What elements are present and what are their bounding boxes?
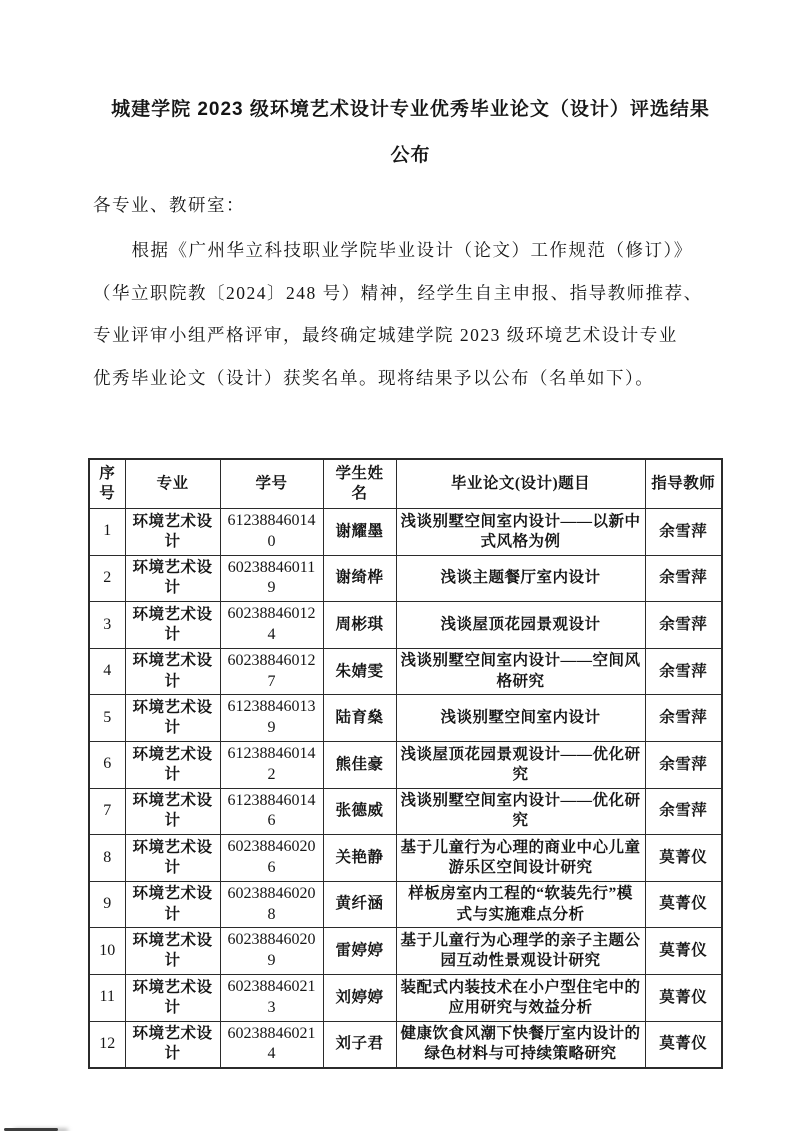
table-row: [89, 974, 722, 1021]
cell-thesis-title: 浅谈别墅空间室内设计: [396, 695, 645, 742]
cell-seq: 11: [89, 974, 125, 1021]
cell-advisor: 莫菁仪: [645, 974, 722, 1021]
cell-name: 谢绮桦: [323, 555, 396, 602]
page-title-line2: 公布: [390, 145, 431, 166]
cell-seq: 2: [89, 555, 125, 602]
table-row: [89, 648, 722, 695]
cell-major: 环境艺术设 计: [125, 695, 220, 742]
header-thesis-title: 毕业论文(设计)题目: [396, 459, 645, 509]
page-title: [92, 100, 729, 165]
cell-name: 刘子君: [323, 1021, 396, 1068]
cell-major: 环境艺术设 计: [125, 555, 220, 602]
table-row: [89, 928, 722, 975]
header-seq: 序 号: [89, 459, 125, 509]
cell-seq: 5: [89, 695, 125, 742]
paragraph-line: （华立职院教〔2024〕248 号）精神，经学生自主申报、指导教师推荐、: [93, 282, 703, 303]
salutation: 各专业、教研室：: [93, 195, 245, 215]
cell-major: 环境艺术设 计: [125, 835, 220, 882]
cell-student-id: 61238846013 9: [220, 695, 323, 742]
cell-name: 张德威: [323, 788, 396, 835]
cell-thesis-title: 基于儿童行为心理的商业中心儿童游乐区空间设计研究: [396, 835, 645, 882]
cell-student-id: 61238846014 6: [220, 788, 323, 835]
paragraph-line: 优秀毕业论文（设计）获奖名单。现将结果予以公布（名单如下）。: [93, 367, 655, 388]
cell-major: 环境艺术设 计: [125, 928, 220, 975]
cell-seq: 3: [89, 602, 125, 649]
cell-seq: 8: [89, 835, 125, 882]
cell-advisor: 余雪萍: [645, 602, 722, 649]
cell-major: 环境艺术设 计: [125, 788, 220, 835]
header-student-id: 学号: [220, 459, 323, 509]
cell-advisor: 莫菁仪: [645, 881, 722, 928]
table-row: [89, 788, 722, 835]
table-row: [89, 835, 722, 882]
cell-advisor: 余雪萍: [645, 788, 722, 835]
cell-major: 环境艺术设 计: [125, 602, 220, 649]
cell-thesis-title: 浅谈别墅空间室内设计——以新中式风格为例: [396, 509, 645, 556]
cell-name: 周彬琪: [323, 602, 396, 649]
cell-advisor: 莫菁仪: [645, 1021, 722, 1068]
cell-name: 朱婧雯: [323, 648, 396, 695]
cell-student-id: 60238846012 4: [220, 602, 323, 649]
cell-student-id: 60238846021 3: [220, 974, 323, 1021]
cell-major: 环境艺术设 计: [125, 741, 220, 788]
table-row: [89, 509, 722, 556]
cell-student-id: 60238846020 6: [220, 835, 323, 882]
cell-name: 谢耀墨: [323, 509, 396, 556]
cell-student-id: 60238846020 9: [220, 928, 323, 975]
cell-thesis-title: 浅谈屋顶花园景观设计——优化研究: [396, 741, 645, 788]
cell-name: 关艳静: [323, 835, 396, 882]
header-name: 学生姓 名: [323, 459, 396, 509]
cell-student-id: 60238846011 9: [220, 555, 323, 602]
cell-major: 环境艺术设 计: [125, 648, 220, 695]
cell-student-id: 60238846012 7: [220, 648, 323, 695]
paragraph-line: 专业评审小组严格评审，最终确定城建学院 2023 级环境艺术设计专业: [93, 325, 678, 345]
cell-thesis-title: 浅谈别墅空间室内设计——空间风格研究: [396, 648, 645, 695]
header-major: 专业: [125, 459, 220, 509]
cell-thesis-title: 健康饮食风潮下快餐厅室内设计的绿色材料与可持续策略研究: [396, 1021, 645, 1068]
cell-major: 环境艺术设 计: [125, 881, 220, 928]
table-row: [89, 1021, 722, 1068]
cell-major: 环境艺术设 计: [125, 974, 220, 1021]
cell-major: 环境艺术设 计: [125, 1021, 220, 1068]
paragraph-line: 根据《广州华立科技职业学院毕业设计（论文）工作规范（修订）》: [131, 240, 693, 260]
header-advisor: 指导教师: [645, 459, 722, 509]
cell-name: 刘婷婷: [323, 974, 396, 1021]
cell-student-id: 61238846014 0: [220, 509, 323, 556]
body-paragraph: [93, 242, 729, 387]
cell-advisor: 余雪萍: [645, 695, 722, 742]
table-row: [89, 695, 722, 742]
cell-student-id: 61238846014 2: [220, 741, 323, 788]
cell-student-id: 60238846020 8: [220, 881, 323, 928]
cell-thesis-title: 浅谈别墅空间室内设计——优化研究: [396, 788, 645, 835]
cell-seq: 12: [89, 1021, 125, 1068]
cell-advisor: 莫菁仪: [645, 835, 722, 882]
cell-advisor: 余雪萍: [645, 648, 722, 695]
cell-thesis-title: 基于儿童行为心理学的亲子主题公园互动性景观设计研究: [396, 928, 645, 975]
cell-seq: 10: [89, 928, 125, 975]
table-row: [89, 881, 722, 928]
cell-name: 雷婷婷: [323, 928, 396, 975]
cell-advisor: 余雪萍: [645, 741, 722, 788]
results-table: [88, 458, 723, 1069]
cell-seq: 7: [89, 788, 125, 835]
cell-seq: 4: [89, 648, 125, 695]
table-row: [89, 741, 722, 788]
cell-seq: 6: [89, 741, 125, 788]
page-title-line1: 城建学院 2023 级环境艺术设计专业优秀毕业论文（设计）评选结果: [111, 99, 710, 120]
cell-thesis-title: 样板房室内工程的“软装先行”模式与实施难点分析: [396, 881, 645, 928]
cell-thesis-title: 浅谈屋顶花园景观设计: [396, 602, 645, 649]
cell-student-id: 60238846021 4: [220, 1021, 323, 1068]
table-row: [89, 602, 722, 649]
cell-name: 熊佳豪: [323, 741, 396, 788]
cell-advisor: 余雪萍: [645, 555, 722, 602]
cell-name: 黄纤涵: [323, 881, 396, 928]
cell-name: 陆育燊: [323, 695, 396, 742]
cell-thesis-title: 浅谈主题餐厅室内设计: [396, 555, 645, 602]
table-row: [89, 555, 722, 602]
cell-advisor: 莫菁仪: [645, 928, 722, 975]
cell-seq: 9: [89, 881, 125, 928]
table-header-row: [89, 459, 722, 509]
cell-seq: 1: [89, 509, 125, 556]
cell-thesis-title: 装配式内装技术在小户型住宅中的应用研究与效益分析: [396, 974, 645, 1021]
cell-major: 环境艺术设 计: [125, 509, 220, 556]
cell-advisor: 余雪萍: [645, 509, 722, 556]
